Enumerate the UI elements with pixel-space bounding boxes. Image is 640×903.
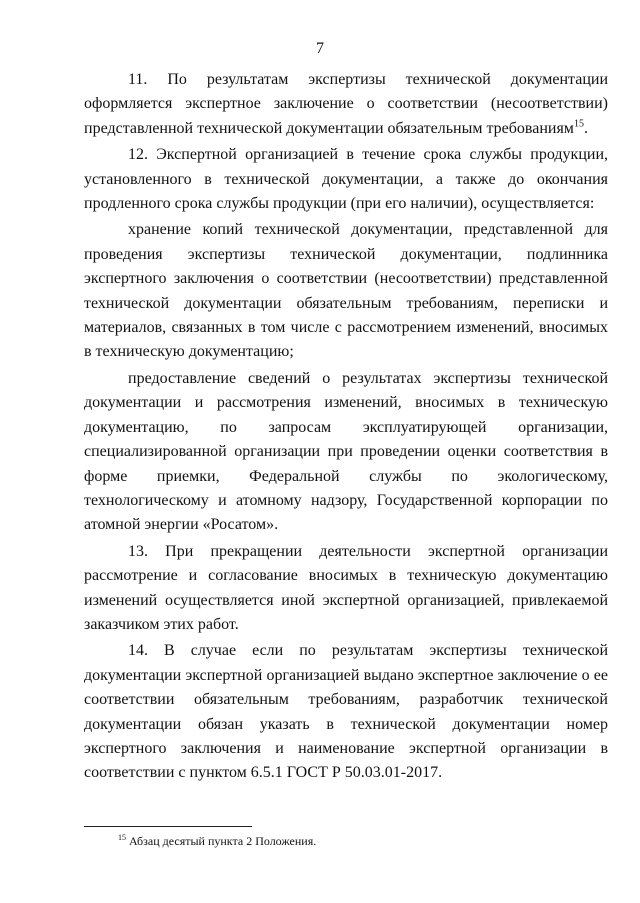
paragraph-13: 13. При прекращении деятельности экспертной организации рассмотрение и согласование вносимых в техническую документацию изменений осуществляется иной экспертной организацией, привлекаемой заказчиком этих работ. (84, 542, 608, 633)
page-number: 7 (316, 40, 324, 57)
footnote-number: 15 (118, 833, 126, 842)
paragraph-12: 12. Экспертной организацией в течение срока службы продукции, установленного в технической документации, а также до окончания продленного срока службы продукции (при его наличии), осуществляется: (84, 146, 608, 213)
paragraph-11 (84, 68, 608, 141)
paragraph-tail: . (583, 119, 588, 137)
paragraph-12-item-storage: хранение копий технической документации, представленной для проведения экспертизы технической документации, подлинника экспертного заключения о соответствии (несоответствии) представленной технической документации обязательным требованиям, переписки и материалов, связанных в том числе с рассмотрением изменений, вносимых в техническую документацию; (84, 221, 608, 361)
footnote-text: Абзац десятый пункта 2 Положения. (126, 834, 317, 848)
document-body (84, 68, 608, 788)
paragraph-text: 11. По результатам экспертизы технической документации оформляется экспертное заключение о соответствии (несоответствии) представленной технической документации обязательным требованиям (84, 71, 608, 137)
paragraph-14: 14. В случае если по результатам экспертизы технической документации экспертной организацией выдано экспертное заключение о ее соответствии обязательным требованиям, разработчик технической документации обязан указать в технической документации номер экспертного заключения и наименование экспертной организации в соответствии с пунктом 6.5.1 ГОСТ Р 50.03.01-2017. (84, 642, 608, 782)
paragraph-12-item-information: предоставление сведений о результатах экспертизы технической документации и рассмотрения изменений, вносимых в техническую документацию, по запросам эксплуатирующей организации, специализированной организации при проведении оценки соответствия в форме приемки, Федеральной службы по экологическому, технологическому и атомному надзору, Государственной корпорации по атомной энергии «Росатом». (84, 369, 608, 534)
footnote-divider (84, 826, 252, 827)
footnote (118, 834, 316, 849)
footnote-reference: 15 (573, 118, 584, 130)
